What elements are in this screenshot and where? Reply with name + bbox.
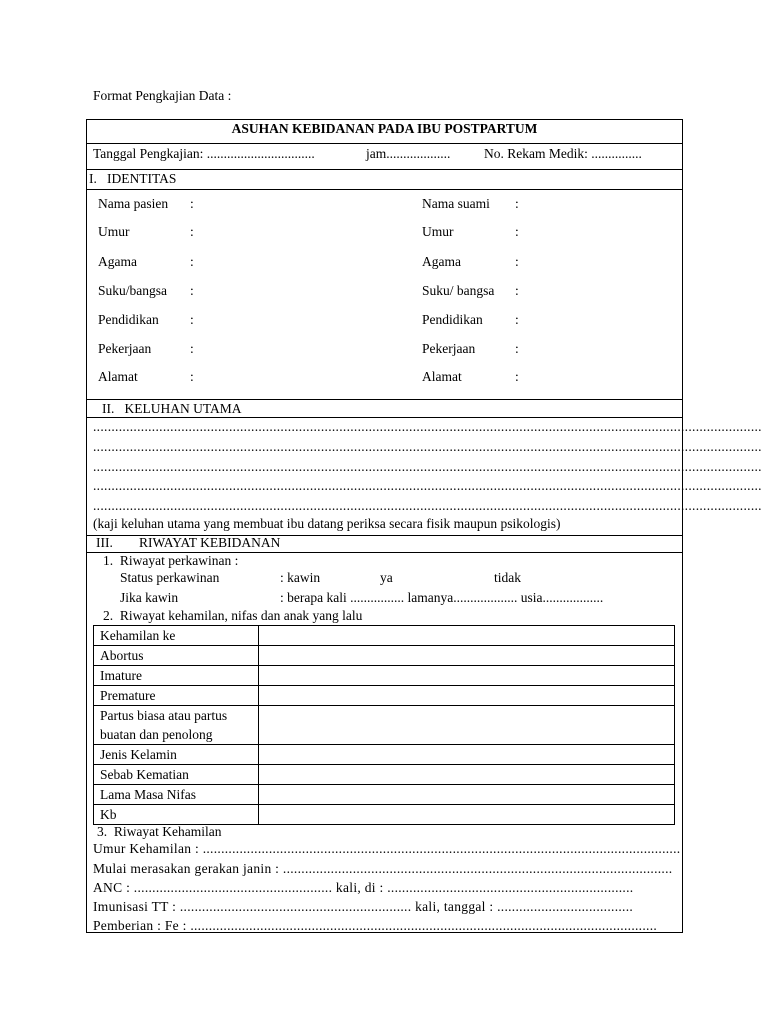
umur-kehamilan-line: Umur Kehamilan : .................................................................................................................................. xyxy=(93,841,681,856)
keluhan-dotline: ...................................................................................................................................................................................... xyxy=(93,419,762,434)
row-label: Imature xyxy=(94,666,259,686)
form-title: ASUHAN KEBIDANAN PADA IBU POSTPARTUM xyxy=(231,121,538,136)
label-pekerjaan-suami: Pekerjaan xyxy=(422,341,476,356)
table-row xyxy=(94,765,675,785)
pemberian-fe-line: Pemberian : Fe : ............................................................................................................................... xyxy=(93,918,658,933)
riwayat-kehamilan-title: 3. Riwayat Kehamilan xyxy=(97,824,222,839)
divider xyxy=(86,143,683,144)
status-tidak: tidak xyxy=(494,570,521,585)
partus-line-1: Partus biasa atau partus xyxy=(100,708,228,723)
row-label: Abortus xyxy=(94,646,259,666)
riwayat-heading: RIWAYAT KEBIDANAN xyxy=(139,535,281,550)
form-header: Format Pengkajian Data : xyxy=(93,88,232,103)
riwayat-perkawinan-title: 1. Riwayat perkawinan : xyxy=(103,553,239,568)
status-ya: ya xyxy=(380,570,393,585)
row-value xyxy=(259,745,675,765)
keluhan-dotline: ...................................................................................................................................................................................... xyxy=(93,478,762,493)
row-value xyxy=(259,785,675,805)
row-value xyxy=(259,626,675,646)
row-label: Premature xyxy=(94,686,259,706)
label-agama-suami: Agama xyxy=(422,254,461,269)
divider xyxy=(86,189,683,190)
table-row xyxy=(94,805,675,825)
label-nama-pasien: Nama pasien xyxy=(98,196,169,211)
frame-left-border xyxy=(86,119,87,932)
keluhan-note: (kaji keluhan utama yang membuat ibu datang periksa secara fisik maupun psikologis) xyxy=(93,516,561,531)
colon: : xyxy=(515,341,519,356)
divider xyxy=(86,169,683,170)
label-agama: Agama xyxy=(98,254,137,269)
table-row xyxy=(94,745,675,765)
colon: : xyxy=(190,224,194,239)
row-label: Sebab Kematian xyxy=(94,765,259,785)
imunisasi-line: Imunisasi TT : ............................................................... kali, tanggal : ..................................... xyxy=(93,899,634,914)
label-pendidikan: Pendidikan xyxy=(98,312,159,327)
status-kawin: : kawin xyxy=(280,570,321,585)
tanggal-field: Tanggal Pengkajian: ................................ xyxy=(93,146,315,161)
riwayat-heading-number: III. xyxy=(96,535,113,550)
frame-right-border xyxy=(682,119,683,932)
row-value xyxy=(259,646,675,666)
keluhan-dotline: ...................................................................................................................................................................................... xyxy=(93,459,762,474)
table-row xyxy=(94,626,675,646)
colon: : xyxy=(190,196,194,211)
label-umur-suami: Umur xyxy=(422,224,454,239)
colon: : xyxy=(515,369,519,384)
colon: : xyxy=(190,341,194,356)
colon: : xyxy=(515,312,519,327)
label-alamat: Alamat xyxy=(98,369,138,384)
label-nama-suami: Nama suami xyxy=(422,196,490,211)
label-alamat-suami: Alamat xyxy=(422,369,462,384)
row-value xyxy=(259,805,675,825)
keluhan-dotline: ...................................................................................................................................................................................... xyxy=(93,439,762,454)
frame-top-border xyxy=(86,119,683,120)
label-pekerjaan: Pekerjaan xyxy=(98,341,152,356)
colon: : xyxy=(515,224,519,239)
gerakan-janin-line: Mulai merasakan gerakan janin : .......................................................................................................... xyxy=(93,861,673,876)
colon: : xyxy=(515,196,519,211)
kehamilan-lalu-table xyxy=(93,625,675,825)
divider xyxy=(86,399,683,400)
jika-kawin-value: : berapa kali ................ lamanya................... usia.................. xyxy=(280,590,604,605)
label-suku-bangsa: Suku/bangsa xyxy=(98,283,167,298)
row-label: Kehamilan ke xyxy=(94,626,259,646)
table-row xyxy=(94,706,675,745)
colon: : xyxy=(190,283,194,298)
riwayat-kehamilan-lalu-title: 2. Riwayat kehamilan, nifas dan anak yang lalu xyxy=(103,608,363,623)
jam-field: jam................... xyxy=(366,146,451,161)
row-label-partus xyxy=(94,706,259,745)
label-umur: Umur xyxy=(98,224,130,239)
status-perkawinan-label: Status perkawinan xyxy=(120,570,220,585)
row-value xyxy=(259,765,675,785)
row-value xyxy=(259,666,675,686)
keluhan-dotline: ...................................................................................................................................................................................... xyxy=(93,498,762,513)
colon: : xyxy=(190,312,194,327)
anc-line: ANC : ...................................................... kali, di : ................................................................... xyxy=(93,880,634,895)
jika-kawin-label: Jika kawin xyxy=(120,590,179,605)
row-label: Jenis Kelamin xyxy=(94,745,259,765)
colon: : xyxy=(515,254,519,269)
identitas-heading: I. IDENTITAS xyxy=(89,171,177,186)
colon: : xyxy=(515,283,519,298)
row-value xyxy=(259,706,675,745)
rekam-medik-field: No. Rekam Medik: ............... xyxy=(484,146,642,161)
label-pendidikan-suami: Pendidikan xyxy=(422,312,483,327)
keluhan-heading: II. KELUHAN UTAMA xyxy=(102,401,242,416)
colon: : xyxy=(190,254,194,269)
colon: : xyxy=(190,369,194,384)
table-row xyxy=(94,666,675,686)
label-suku-bangsa-suami: Suku/ bangsa xyxy=(422,283,495,298)
table-row xyxy=(94,785,675,805)
table-row xyxy=(94,646,675,666)
row-value xyxy=(259,686,675,706)
row-label: Kb xyxy=(94,805,259,825)
row-label: Lama Masa Nifas xyxy=(94,785,259,805)
divider xyxy=(86,417,683,418)
table-row xyxy=(94,686,675,706)
partus-line-2: buatan dan penolong xyxy=(100,727,213,742)
